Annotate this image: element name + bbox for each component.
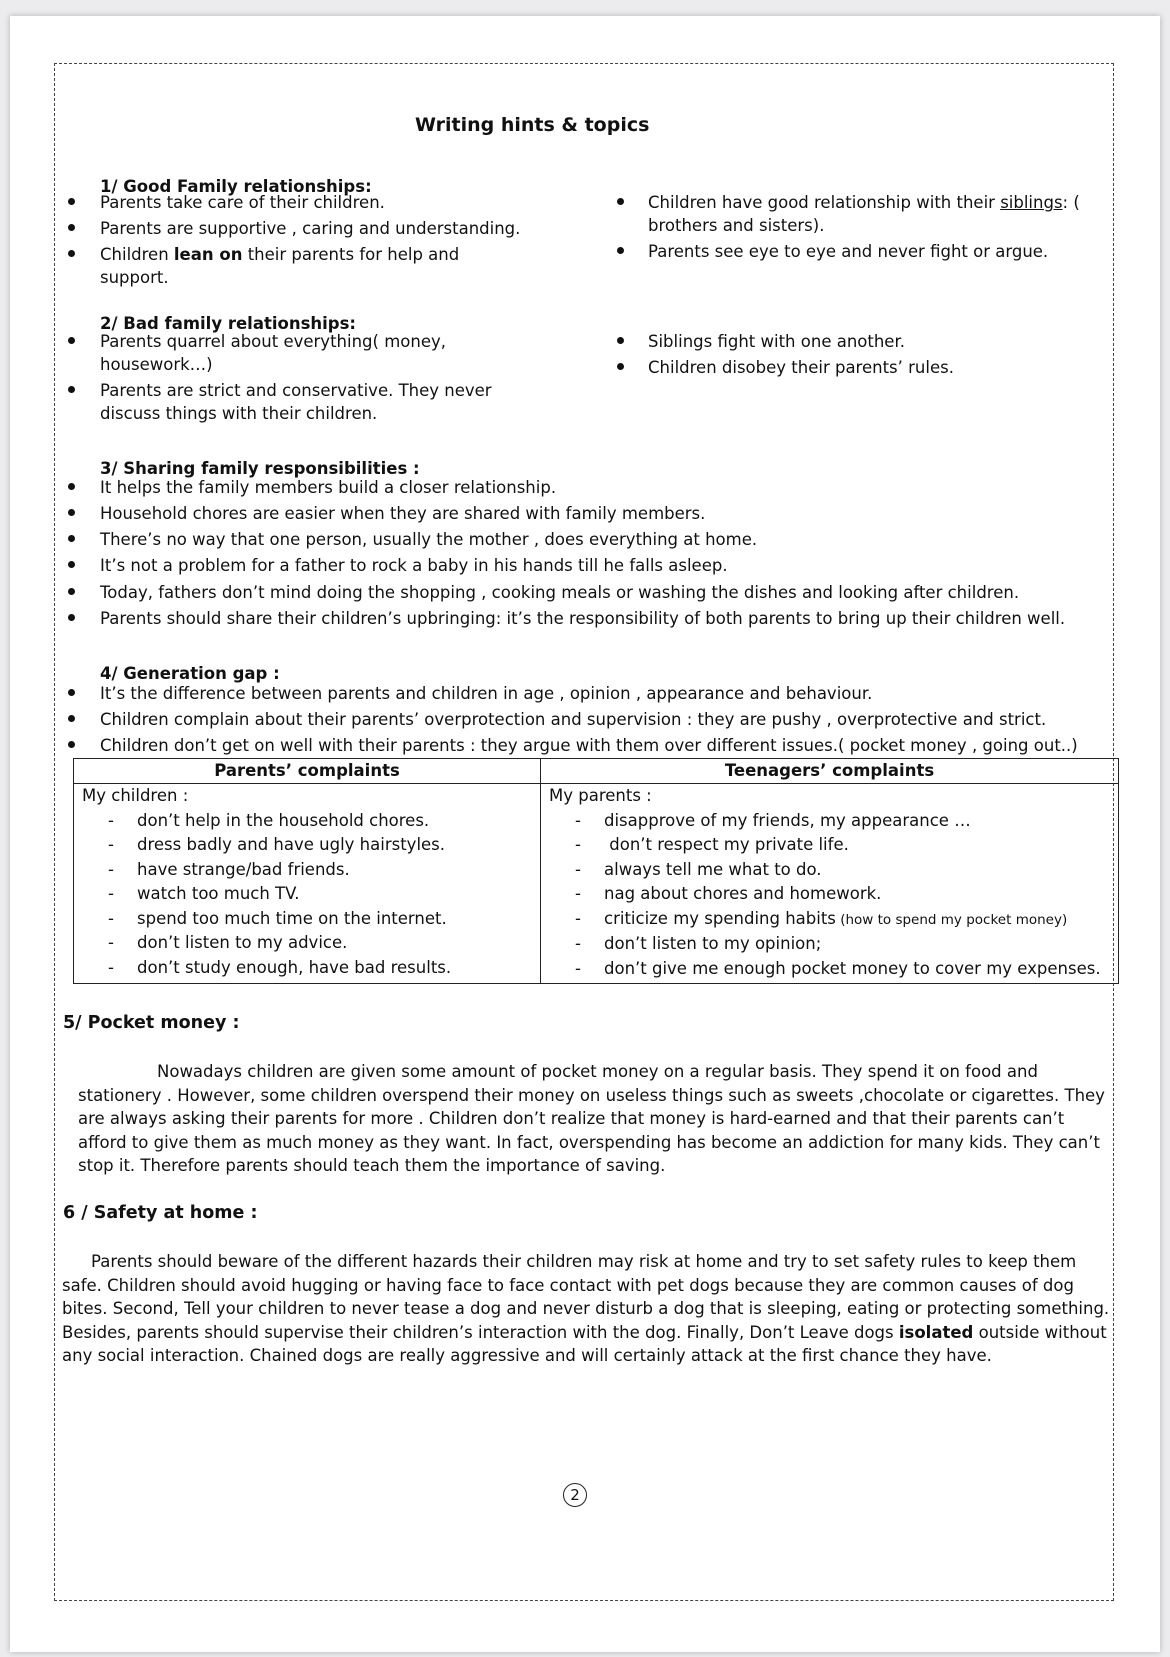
s3-item: Parents should share their children’s upbringing: it’s the responsibility of both parents to bring up their children well. xyxy=(100,609,1066,628)
bullet xyxy=(68,224,75,231)
bullet xyxy=(68,250,75,257)
list-item: - don’t listen to my opinion; xyxy=(575,934,822,953)
list-item: - dress badly and have ugly hairstyles. xyxy=(108,835,446,854)
safety-paragraph: Parents should beware of the different hazards their children may risk at home and try to set safety rules to keep them safe. Children should avoid hugging or having face to face contact with pet dogs because they are common causes of dog bites. Second, Tell your children to never tease a dog and never disturb a dog that is sleeping, eating or protecting something. Besides, parents should supervise their children’s interaction with the dog. Finally, Don’t Leave dogs isolated outside without any social interaction. Chained dogs are really aggressive and will certainly attack at the first chance they have. xyxy=(62,1252,1110,1365)
section-5-heading: 5/ Pocket money : xyxy=(63,1013,240,1033)
bullet xyxy=(68,689,75,696)
bullet xyxy=(68,588,75,595)
list-item: - have strange/bad friends. xyxy=(108,859,350,879)
s3-item: It helps the family members build a closer relationship. xyxy=(100,478,557,497)
s1-right-item-2: Parents see eye to eye and never fight or argue. xyxy=(648,242,1049,261)
cell-intro: My parents : xyxy=(549,786,652,805)
s1-left-item-1: Parents take care of their children. xyxy=(100,193,385,212)
s4-item: Children don’t get on well with their parents : they argue with them over different issues.( pocket money , going out..) xyxy=(100,736,1078,755)
section-4-heading: 4/ Generation gap : xyxy=(100,664,280,683)
s1-right-item-1: Children have good relationship with their siblings: ( brothers and sisters). xyxy=(648,193,1080,235)
page-title: Writing hints & topics xyxy=(415,114,650,136)
s3-item: Today, fathers don’t mind doing the shopping , cooking meals or washing the dishes and looking after children. xyxy=(100,583,1020,602)
section-6-heading: 6 / Safety at home : xyxy=(63,1203,258,1223)
complaints-table xyxy=(73,758,1119,984)
parents-complaints-cell xyxy=(74,784,541,984)
s3-item: Household chores are easier when they are shared with family members. xyxy=(100,504,706,523)
bullet xyxy=(68,715,75,722)
table-header-row xyxy=(74,759,1119,784)
s1-left-item-2: Parents are supportive , caring and understanding. xyxy=(100,219,521,238)
list-item: - criticize my spending habits (how to spend my pocket money) xyxy=(575,908,1068,928)
bullet xyxy=(68,198,75,205)
list-item: - don’t give me enough pocket money to cover my expenses. xyxy=(575,958,1101,978)
list-item: - disapprove of my friends, my appearance … xyxy=(575,810,971,830)
cell-intro: My children : xyxy=(82,786,189,805)
page-number: 2 xyxy=(563,1483,587,1507)
bullet xyxy=(68,483,75,490)
section-2-heading: 2/ Bad family relationships: xyxy=(100,314,357,333)
list-item: - don’t help in the household chores. xyxy=(108,810,430,830)
list-item: - don’t listen to my advice. xyxy=(108,933,348,952)
s3-item: There’s no way that one person, usually the mother , does everything at home. xyxy=(100,530,758,549)
bullet xyxy=(68,337,75,344)
s2-left-item-1: Parents quarrel about everything( money, housework…) xyxy=(100,332,446,374)
bullet xyxy=(68,614,75,621)
bullet xyxy=(617,363,624,370)
s2-right-item-1: Siblings fight with one another. xyxy=(648,332,905,351)
list-item: - don’t study enough, have bad results. xyxy=(108,957,452,977)
parents-complaints-header: Parents’ complaints xyxy=(74,759,541,784)
s1-left-item-3: Children lean on their parents for help and support. xyxy=(100,245,460,287)
bullet xyxy=(617,337,624,344)
list-item: - spend too much time on the internet. xyxy=(108,908,447,928)
bullet xyxy=(68,535,75,542)
s2-left-item-2: Parents are strict and conservative. They never discuss things with their children. xyxy=(100,381,492,423)
bullet xyxy=(68,509,75,516)
teenagers-complaints-header: Teenagers’ complaints xyxy=(541,759,1119,784)
teenagers-complaints-cell xyxy=(541,784,1119,984)
s3-item: It’s not a problem for a father to rock a baby in his hands till he falls asleep. xyxy=(100,556,728,575)
bullet xyxy=(68,561,75,568)
s4-item: It’s the difference between parents and children in age , opinion , appearance and behaviour. xyxy=(100,684,873,703)
bullet xyxy=(68,386,75,393)
s2-right-item-2: Children disobey their parents’ rules. xyxy=(648,358,954,377)
list-item: - always tell me what to do. xyxy=(575,859,822,879)
list-item: - don’t respect my private life. xyxy=(575,835,849,854)
pocket-money-paragraph: Nowadays children are given some amount of pocket money on a regular basis. They spend it on food and stationery . However, some children overspend their money on useless things such as sweets ,chocolate or cigarettes. They are always asking their parents for more . Children don’t realize that money is hard-earned and that their parents can’t afford to give them as much money as they want. In fact, overspending has become an addiction for many kids. They can’t stop it. Therefore parents should teach them the importance of saving. xyxy=(78,1062,1105,1175)
section-1-heading: 1/ Good Family relationships: xyxy=(100,177,372,196)
bullet xyxy=(68,741,75,748)
s4-item: Children complain about their parents’ overprotection and supervision : they are pushy , overprotective and strict. xyxy=(100,710,1047,729)
bullet xyxy=(617,247,624,254)
list-item: - watch too much TV. xyxy=(108,884,300,903)
bullet xyxy=(617,198,624,205)
list-item: - nag about chores and homework. xyxy=(575,884,882,903)
section-3-heading: 3/ Sharing family responsibilities : xyxy=(100,459,420,478)
table-row xyxy=(74,784,1119,984)
